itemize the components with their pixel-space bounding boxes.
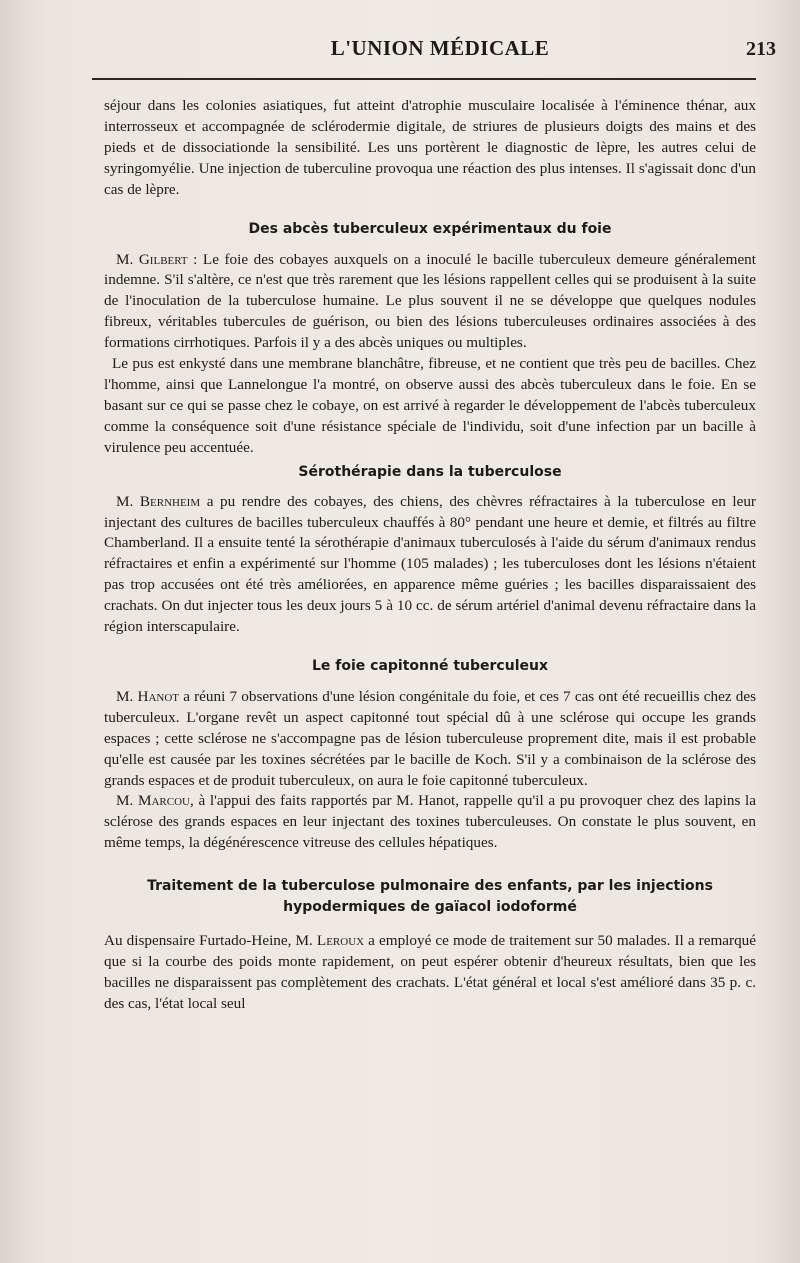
author-leroux: M. Leroux xyxy=(295,932,365,950)
paragraph-gilbert xyxy=(104,250,756,355)
author-marcou: M. Marcou xyxy=(116,792,190,810)
section-title-traitement xyxy=(104,876,756,918)
article-body xyxy=(104,96,756,1015)
running-head xyxy=(104,36,776,68)
paragraph-marcou-text: , à l'appui des faits rapportés par M. Hanot, rappelle qu'il a pu provoquer chez des lapins la sclérose des grands espaces en leur injectant des toxines tuberculeuses. On constate le plus souvent, en même temps, la dégénérescence vitreuse des cellules hépatiques. xyxy=(104,792,756,852)
paragraph-hanot xyxy=(104,687,756,792)
page-number: 213 xyxy=(746,38,776,60)
paragraph-leroux xyxy=(104,931,756,1015)
section-title-traitement-line-2: hypodermiques de gaïacol iodoformé xyxy=(283,899,577,916)
journal-title: L'UNION MÉDICALE xyxy=(330,36,550,60)
section-title-abces: Des abcès tuberculeux expérimentaux du foie xyxy=(248,220,612,237)
paragraph-gilbert-text: : Le foie des cobayes auxquels on a inoculé le bacille tuberculeux demeure généralement indemne. S'il s'altère, ce n'est que très rarement que les lésions rappellent celles qui se produisent à la suite de l'inoculation de la tuberculose humaine. Le plus souvent il ne se développe que quelques nodules fibreux, véritables tubercules de guérison, ou bien des lésions tuberculeuses ordinaires associées à des formations cirrhotiques. Parfois il y a des abcès uniques ou multiples. xyxy=(104,250,756,352)
paragraph-leroux-text: a employé ce mode de traitement sur 50 malades. Il a remarqué que si la courbe des poids monte rapidement, on peut espérer obtenir d'heureux résultats, bien que les bacilles ne disparaissent pas complètement des crachats. L'état général et local s'est amélioré dans 35 p. c. des cas, l'état local seul xyxy=(104,932,757,1012)
intro-paragraph: séjour dans les colonies asiatiques, fut atteint d'atrophie musculaire localisée à l'éminence thénar, aux interrosseux et accompagnée de sclérodermie digitale, de striures de plusieurs doigts des mains et des pieds et de dissociationde la sensibilité. Les uns portèrent le diagnostic de lèpre, les autres celui de syringomyélie. Une injection de tuberculine provoqua une réaction des plus intenses. Il s'agissait donc d'un cas de lèpre. xyxy=(104,97,756,198)
header-rule xyxy=(92,78,756,80)
paragraph-hanot-text: a réuni 7 observations d'une lésion congénitale du foie, et ces 7 cas ont été recueillis chez des tuberculeux. L'organe revêt un aspect capitonné tout spécial dû à une sclérose qui occupe les grands espaces ; cette sclérose ne s'accompagne pas de lésion tuberculeuse proprement dite, mais il est probable qu'elle est causée par les toxines sécrétées par le bacille de Koch. S'il y a combinaison de la sclérose des grands espaces et de produit tuberculeux, on aura le foie capitonné tuberculeux. xyxy=(104,687,756,789)
section-title-traitement-line-1: Traitement de la tuberculose pulmonaire des enfants, par les injections xyxy=(147,878,713,895)
paragraph-bernheim-text: a pu rendre des cobayes, des chiens, des chèvres réfractaires à la tuberculose en leur injectant des cultures de bacilles tuberculeux chauffés à 80° pendant une heure et demie, et filtrés au filtre Chamberland. Il a ensuite tenté la sérothérapie d'animaux tuberculosés à l'aide du sérum d'animaux rendus réfractaires et enfin a expérimenté sur l'homme (105 malades) ; les tuberculoses dont les lésions n'étaient pas trop accusées ont été très améliorées, en apparence même guéries ; les bacilles disparaissaient des crachats. On dut injecter tous les deux jours 5 à 10 cc. de sérum artériel d'animal devenu réfractaire dans la région interscapulaire. xyxy=(104,492,756,636)
paragraph-pus: Le pus est enkysté dans une membrane blanchâtre, fibreuse, et ne contient que très peu de bacilles. Chez l'homme, ainsi que Lannelongue l'a montré, on observe aussi des abcès tuberculeux dans le foie. En se basant sur ce qui se passe chez le cobaye, on est arrivé à regarder le développement de l'abcès tuberculeux comme la conséquence soit d'une résistance spéciale de l'individu, soit d'une infection par un bacille à virulence peu accentuée. xyxy=(104,355,756,456)
section-title-serotherapie: Sérothérapie dans la tuberculose xyxy=(298,463,562,480)
author-hanot: M. Hanot xyxy=(116,687,180,705)
author-bernheim: M. Bernheim xyxy=(116,492,201,510)
section-title-foie-capitonne: Le foie capitonné tuberculeux xyxy=(312,657,548,674)
paragraph-bernheim xyxy=(104,492,756,638)
paragraph-marcou xyxy=(104,791,756,854)
author-gilbert: M. Gilbert xyxy=(116,250,188,268)
paragraph-leroux-prefix: Au dispensaire Furtado-Heine, xyxy=(104,932,296,950)
